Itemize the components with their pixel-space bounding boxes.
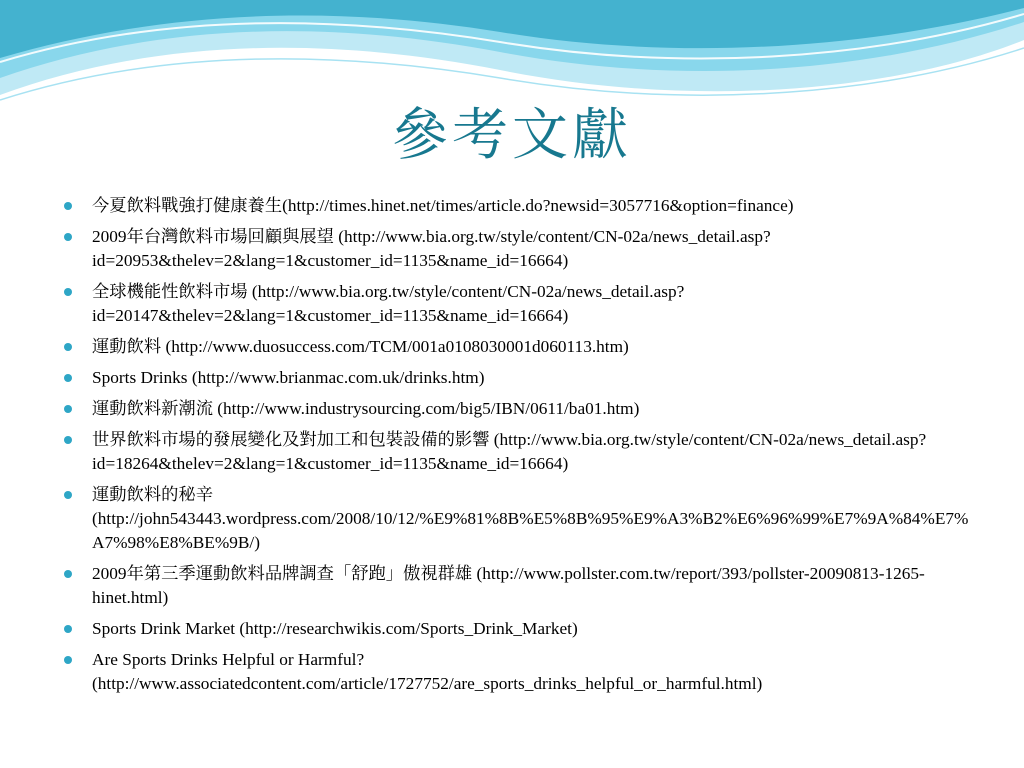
reference-text: 今夏飲料戰強打健康養生(http://times.hinet.net/times/article.do?newsid=3057716&option=finance) (92, 196, 794, 215)
reference-text: 運動飲料 (http://www.duosuccess.com/TCM/001a0108030001d060113.htm) (92, 337, 629, 356)
page-title: 參考文獻 (392, 103, 632, 168)
bullet-icon (64, 491, 72, 499)
bullet-icon (64, 343, 72, 351)
reference-item (64, 397, 970, 421)
reference-text: Sports Drink Market (http://researchwikis.com/Sports_Drink_Market) (92, 619, 578, 638)
reference-text: 2009年第三季運動飲料品牌調查「舒跑」傲視群雄 (http://www.pollster.com.tw/report/393/pollster-20090813-1265-hinet.html) (92, 564, 925, 607)
reference-item (64, 335, 970, 359)
bullet-icon (64, 570, 72, 578)
bullet-icon (64, 202, 72, 210)
reference-item (64, 366, 970, 390)
reference-item (64, 280, 970, 328)
bullet-icon (64, 436, 72, 444)
bullet-icon (64, 405, 72, 413)
reference-item (64, 483, 970, 555)
reference-text: 2009年台灣飲料市場回顧與展望 (http://www.bia.org.tw/style/content/CN-02a/news_detail.asp?id=20953&thelev=2&lang=1&customer_id=1135&name_id=16664) (92, 227, 771, 270)
reference-item (64, 617, 970, 641)
reference-text: 世界飲料市場的發展變化及對加工和包裝設備的影響 (http://www.bia.org.tw/style/content/CN-02a/news_detail.asp?id=18264&thelev=2&lang=1&customer_id=1135&name_id=16664) (92, 430, 927, 473)
reference-item (64, 562, 970, 610)
bullet-icon (64, 233, 72, 241)
bullet-icon (64, 374, 72, 382)
reference-text: 運動飲料的秘辛 (http://john543443.wordpress.com/2008/10/12/%E9%81%8B%E5%8B%95%E9%A3%B2%E6%96%99%E7%9A%84%E7%A7%98%E8%BE%9B/) (92, 485, 969, 552)
reference-item (64, 225, 970, 273)
reference-text: Are Sports Drinks Helpful or Harmful? (http://www.associatedcontent.com/article/1727752/are_sports_drinks_helpful_or_harmful.html) (92, 650, 763, 693)
bullet-icon (64, 288, 72, 296)
reference-item (64, 648, 970, 696)
reference-list (64, 194, 970, 703)
reference-text: 全球機能性飲料市場 (http://www.bia.org.tw/style/content/CN-02a/news_detail.asp?id=20147&thelev=2&lang=1&customer_id=1135&name_id=16664) (92, 282, 685, 325)
reference-text: Sports Drinks (http://www.brianmac.com.uk/drinks.htm) (92, 368, 485, 387)
reference-item (64, 428, 970, 476)
bullet-icon (64, 625, 72, 633)
reference-item (64, 194, 970, 218)
bullet-icon (64, 656, 72, 664)
reference-text: 運動飲料新潮流 (http://www.industrysourcing.com/big5/IBN/0611/ba01.htm) (92, 399, 640, 418)
